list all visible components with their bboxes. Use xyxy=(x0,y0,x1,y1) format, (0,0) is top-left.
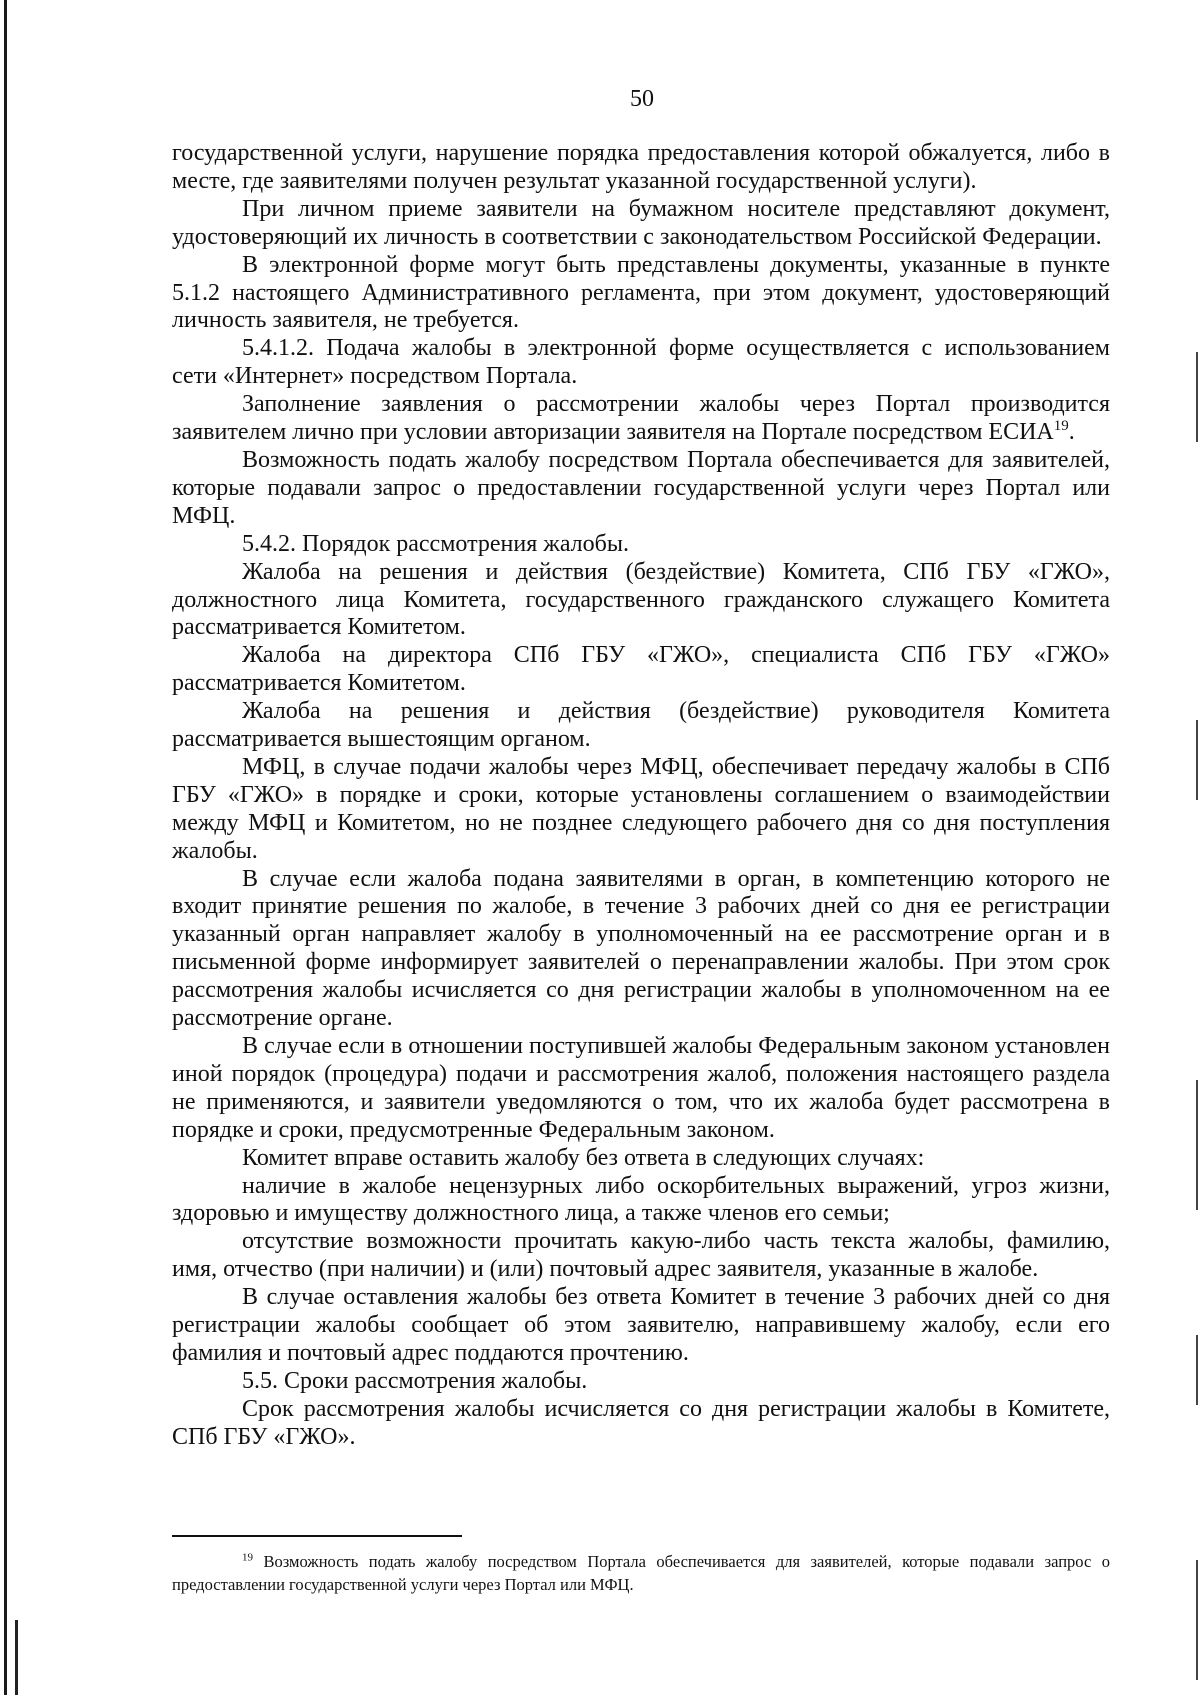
section-heading: 5.5. Сроки рассмотрения жалобы. xyxy=(242,1367,588,1394)
paragraph: государственной услуги, нарушение порядка предоставления которой обжалуется, либо в месте, где заявителями получен результат указанной государственной услуги). xyxy=(172,140,1110,194)
scan-edge-right xyxy=(1196,352,1198,442)
footnote-text: Возможность подать жалобу посредством Портала обеспечивается для заявителей, которые подавали запрос о предоставлении государственной услуги через Портал или МФЦ. xyxy=(172,1552,1111,1594)
paragraph: Возможность подать жалобу посредством Портала обеспечивается для заявителей, которые подавали запрос о предоставлении государственной услуги через Портал или МФЦ. xyxy=(172,446,1110,529)
footnote-number: 19 xyxy=(242,1551,253,1564)
page-number: 50 xyxy=(630,86,654,112)
section-heading: 5.4.2. Порядок рассмотрения жалобы. xyxy=(242,530,629,557)
scan-edge-right xyxy=(1196,1335,1198,1405)
paragraph-with-footnote-ref xyxy=(172,391,1110,447)
list-item: отсутствие возможности прочитать какую-либо часть текста жалобы, фамилию, имя, отчество (при наличии) и (или) почтовый адрес заявителя, указанные в жалобе. xyxy=(172,1228,1110,1283)
list-item: наличие в жалобе нецензурных либо оскорбительных выражений, угроз жизни, здоровью и имуществу должностного лица, а также членов его семьи; xyxy=(172,1172,1110,1227)
scan-edge-bottom-left xyxy=(15,1620,18,1695)
paragraph: МФЦ, в случае подачи жалобы через МФЦ, обеспечивает передачу жалобы в СПб ГБУ «ГЖО» в порядке и сроки, которые установлены соглашением о взаимодействии между МФЦ и Комитетом, но не позднее следующего рабочего дня со дня поступления жалобы. xyxy=(172,753,1110,864)
paragraph-tail: . xyxy=(1068,419,1075,446)
scan-edge-right xyxy=(1196,720,1198,800)
paragraph: В случае если жалоба подана заявителями в орган, в компетенцию которого не входит принятие решения по жалобе, в течение 3 рабочих дней со дня ее регистрации указанный орган направляет жалобу в уполномоченный на ее рассмотрение орган и в письменной форме информирует заявителей о перенаправлении жалобы. При этом срок рассмотрения жалобы исчисляется со дня регистрации жалобы в уполномоченном на ее рассмотрение органе. xyxy=(172,865,1110,1032)
paragraph: В случае оставления жалобы без ответа Комитет в течение 3 рабочих дней со дня регистрации жалобы сообщает об этом заявителю, направившему жалобу, если его фамилия и почтовый адрес поддаются прочтению. xyxy=(172,1284,1110,1366)
paragraph: В электронной форме могут быть представлены документы, указанные в пункте 5.1.2 настоящего Административного регламента, при этом документ, удостоверяющий личность заявителя, не требуется. xyxy=(172,251,1110,334)
scan-edge-left xyxy=(4,0,7,1695)
paragraph: В случае если в отношении поступившей жалобы Федеральным законом установлен иной порядок (процедура) подачи и рассмотрения жалоб, положения настоящего раздела не применяются, и заявители уведомляются о том, что их жалоба будет рассмотрена в порядке и сроки, предусмотренные Федеральным законом. xyxy=(172,1033,1110,1143)
paragraph: Жалоба на решения и действия (бездействие) руководителя Комитета рассматривается вышестоящим органом. xyxy=(172,698,1110,753)
footnote xyxy=(172,1550,1110,1596)
paragraph-text: Заполнение заявления о рассмотрении жалобы через Портал производится заявителем лично при условии авторизации заявителя на Портале посредством ЕСИА xyxy=(172,391,1110,446)
footnote-reference[interactable]: 19 xyxy=(1053,418,1069,435)
footnote-separator xyxy=(172,1535,462,1537)
paragraph: Срок рассмотрения жалобы исчисляется со дня регистрации жалобы в Комитете, СПб ГБУ «ГЖО». xyxy=(172,1395,1110,1450)
paragraph: 5.4.1.2. Подача жалобы в электронной форме осуществляется с использованием сети «Интернет» посредством Портала. xyxy=(172,335,1110,390)
paragraph: При личном приеме заявители на бумажном носителе представляют документ, удостоверяющий их личность в соответствии с законодательством Российской Федерации. xyxy=(172,195,1110,250)
scan-edge-right xyxy=(1196,1080,1198,1210)
scan-edge-right xyxy=(1196,1560,1198,1680)
paragraph: Жалоба на директора СПб ГБУ «ГЖО», специалиста СПб ГБУ «ГЖО» рассматривается Комитетом. xyxy=(172,642,1110,697)
paragraph: Комитет вправе оставить жалобу без ответа в следующих случаях: xyxy=(242,1144,925,1171)
document-body xyxy=(172,140,1110,1452)
paragraph: Жалоба на решения и действия (бездействие) Комитета, СПб ГБУ «ГЖО», должностного лица Комитета, государственного гражданского служащего Комитета рассматривается Комитетом. xyxy=(172,558,1110,641)
